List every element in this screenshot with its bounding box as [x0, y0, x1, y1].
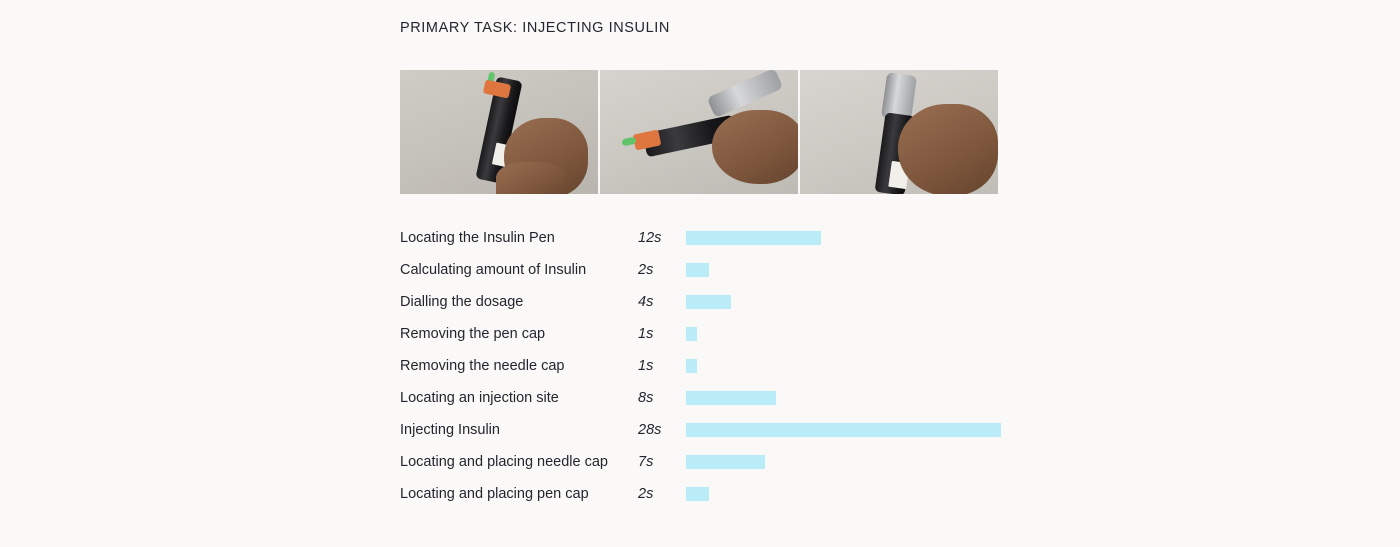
task-duration: 28s: [638, 422, 662, 438]
task-duration: 8s: [638, 390, 654, 406]
thumb: [496, 162, 566, 194]
chart-row: [400, 350, 1050, 382]
duration-bar: [686, 231, 821, 245]
task-label: Locating and placing needle cap: [400, 454, 608, 470]
task-label: Locating an injection site: [400, 390, 559, 406]
duration-bar: [686, 263, 709, 277]
bar-track: [686, 391, 1050, 405]
bar-track: [686, 487, 1050, 501]
second-hand: [606, 144, 682, 194]
chart-row: [400, 478, 1050, 510]
task-duration: 7s: [638, 454, 654, 470]
duration-bar: [686, 327, 697, 341]
duration-bar: [686, 359, 697, 373]
duration-bar: [686, 455, 765, 469]
task-label: Injecting Insulin: [400, 422, 500, 438]
duration-bar: [686, 295, 731, 309]
bar-track: [686, 231, 1050, 245]
chart-row: [400, 446, 1050, 478]
bar-track: [686, 359, 1050, 373]
hand-holding-pen: [712, 110, 798, 184]
task-label: Locating and placing pen cap: [400, 486, 589, 502]
bar-track: [686, 423, 1050, 437]
photo-removing-needle-cap: [600, 70, 798, 194]
task-label: Locating the Insulin Pen: [400, 230, 555, 246]
chart-row: [400, 318, 1050, 350]
task-duration: 1s: [638, 358, 654, 374]
bar-track: [686, 327, 1050, 341]
bar-track: [686, 295, 1050, 309]
task-duration: 2s: [638, 262, 654, 278]
task-label: Removing the pen cap: [400, 326, 546, 342]
task-duration: 1s: [638, 326, 654, 342]
chart-row: [400, 286, 1050, 318]
bar-track: [686, 455, 1050, 469]
skin-fold: [846, 150, 918, 194]
duration-bar: [686, 423, 1001, 437]
chart-row: [400, 382, 1050, 414]
task-label: Dialling the dosage: [400, 294, 524, 310]
chart-row: [400, 254, 1050, 286]
task-label: Calculating amount of Insulin: [400, 262, 587, 278]
photo-holding-pen-with-needle-attached: [400, 70, 598, 194]
duration-bar: [686, 487, 709, 501]
page-title: PRIMARY TASK: INJECTING INSULIN: [400, 20, 670, 36]
chart-row: [400, 222, 1050, 254]
chart-row: [400, 414, 1050, 446]
photo-injecting-into-skin: [800, 70, 998, 194]
photo-strip: [400, 70, 998, 194]
bar-track: [686, 263, 1050, 277]
task-label: Removing the needle cap: [400, 358, 565, 374]
task-duration-chart: [400, 222, 1050, 510]
task-duration: 2s: [638, 486, 654, 502]
duration-bar: [686, 391, 776, 405]
task-duration: 12s: [638, 230, 662, 246]
task-duration: 4s: [638, 294, 654, 310]
